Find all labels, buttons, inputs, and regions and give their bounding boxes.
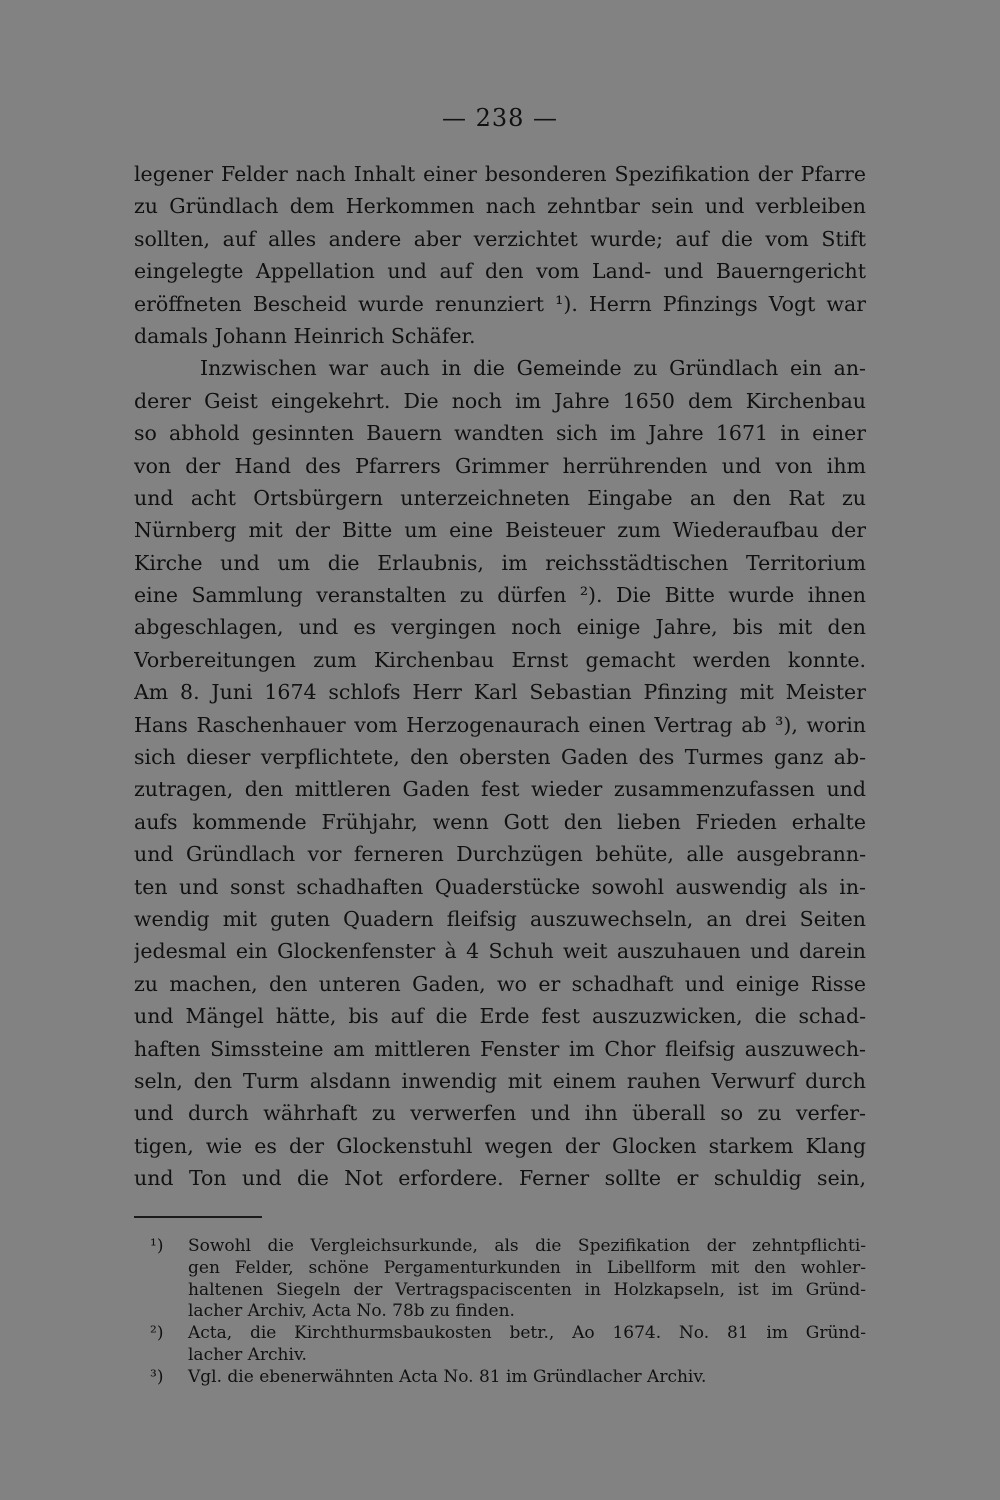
footnote-marker: ²) — [150, 1323, 164, 1344]
text-line: wendig mit guten Quadern fleifsig auszuwechseln, an drei Seiten — [134, 906, 866, 931]
text-line: eine Sammlung veranstalten zu dürfen ²). Die Bitte wurde ihnen — [134, 583, 866, 608]
text-line: Hans Raschenhauer vom Herzogenaurach einen Vertrag ab ³), worin — [134, 712, 866, 737]
text-line: zutragen, den mittleren Gaden fest wieder zusammenzufassen und — [134, 777, 866, 802]
text-line: und acht Ortsbürgern unterzeichneten Eingabe an den Rat zu — [134, 485, 866, 510]
footnote-marker: ³) — [150, 1366, 164, 1387]
text-line: und durch währhaft zu verwerfen und ihn überall so zu verfer- — [134, 1101, 866, 1126]
footnote-text: Sowohl die Vergleichsurkunde, als die Spezifikation der zehntpflichti- — [188, 1236, 866, 1256]
text-line: Am 8. Juni 1674 schlofs Herr Karl Sebastian Pfinzing mit Meister — [134, 680, 866, 705]
footnote-text: lacher Archiv, Acta No. 78b zu finden. — [188, 1301, 515, 1322]
text-line: eingelegte Appellation und auf den vom Land- und Bauerngericht — [134, 259, 866, 284]
text-line: tigen, wie es der Glockenstuhl wegen der Glocken starkem Klang — [134, 1133, 866, 1158]
text-line: eröffneten Bescheid wurde renunziert ¹). Herrn Pfinzings Vogt war — [134, 291, 866, 316]
text-line: haften Simssteine am mittleren Fenster im Chor fleifsig auszuwech- — [134, 1036, 866, 1061]
footnote-divider — [134, 1216, 262, 1218]
page-number: — 238 — — [441, 104, 559, 132]
text-line: seln, den Turm alsdann inwendig mit einem rauhen Verwurf durch — [134, 1068, 866, 1093]
text-line: und Ton und die Not erfordere. Ferner sollte er schuldig sein, — [134, 1166, 866, 1191]
text-line: legener Felder nach Inhalt einer besonderen Spezifikation der Pfarre — [134, 162, 866, 186]
text-line: Kirche und um die Erlaubnis, im reichsstädtischen Territorium — [134, 550, 866, 575]
text-line: derer Geist eingekehrt. Die noch im Jahre 1650 dem Kirchenbau — [134, 388, 866, 413]
text-line: aufs kommende Frühjahr, wenn Gott den lieben Frieden erhalte — [134, 809, 866, 834]
footnotes — [150, 1236, 866, 1389]
footnote-1 — [150, 1236, 866, 1323]
text-line: ten und sonst schadhaften Quaderstücke sowohl auswendig als in- — [134, 874, 866, 899]
text-line: sich dieser verpflichtete, den obersten Gaden des Turmes ganz ab- — [134, 745, 866, 770]
text-line: zu machen, den unteren Gaden, wo er schadhaft und einige Risse — [134, 971, 866, 996]
footnote-text: gen Felder, schöne Pergamenturkunden in Libellform mit den wohler- — [188, 1257, 866, 1278]
footnote-3 — [150, 1367, 866, 1389]
footnote-2 — [150, 1323, 866, 1367]
text-line: zu Gründlach dem Herkommen nach zehntbar sein und verbleiben — [134, 194, 866, 219]
footnote-text: Vgl. die ebenerwähnten Acta No. 81 im Gründlacher Archiv. — [188, 1366, 707, 1387]
footnote-text: Acta, die Kirchthurmsbaukosten betr., Ao 1674. No. 81 im Gründ- — [188, 1323, 866, 1344]
text-line: Vorbereitungen zum Kirchenbau Ernst gemacht werden konnte. — [134, 647, 866, 672]
text-line: und Gründlach vor ferneren Durchzügen behüte, alle ausgebrann- — [134, 842, 866, 867]
text-line: und Mängel hätte, bis auf die Erde fest auszuzwicken, die schad- — [134, 1004, 866, 1029]
footnote-text: haltenen Siegeln der Vertragspaciscenten in Holzkapseln, ist im Gründ- — [188, 1279, 866, 1300]
body-text — [134, 158, 866, 1195]
text-line: damals Johann Heinrich Schäfer. — [134, 323, 476, 348]
text-line: Nürnberg mit der Bitte um eine Beisteuer zum Wiederaufbau der — [134, 518, 866, 543]
footnote-text: lacher Archiv. — [188, 1344, 307, 1365]
footnote-marker: ¹) — [150, 1236, 164, 1256]
text-line: von der Hand des Pfarrers Grimmer herrührenden und von ihm — [134, 453, 866, 478]
paragraph-start-line: Inzwischen war auch in die Gemeinde zu Gründlach ein an- — [200, 356, 866, 381]
text-line: sollten, auf alles andere aber verzichtet wurde; auf die vom Stift — [134, 226, 866, 251]
text-line: jedesmal ein Glockenfenster à 4 Schuh weit auszuhauen und darein — [134, 939, 866, 964]
text-line: so abhold gesinnten Bauern wandten sich im Jahre 1671 in einer — [134, 421, 866, 446]
text-line: abgeschlagen, und es vergingen noch einige Jahre, bis mit den — [134, 615, 866, 640]
